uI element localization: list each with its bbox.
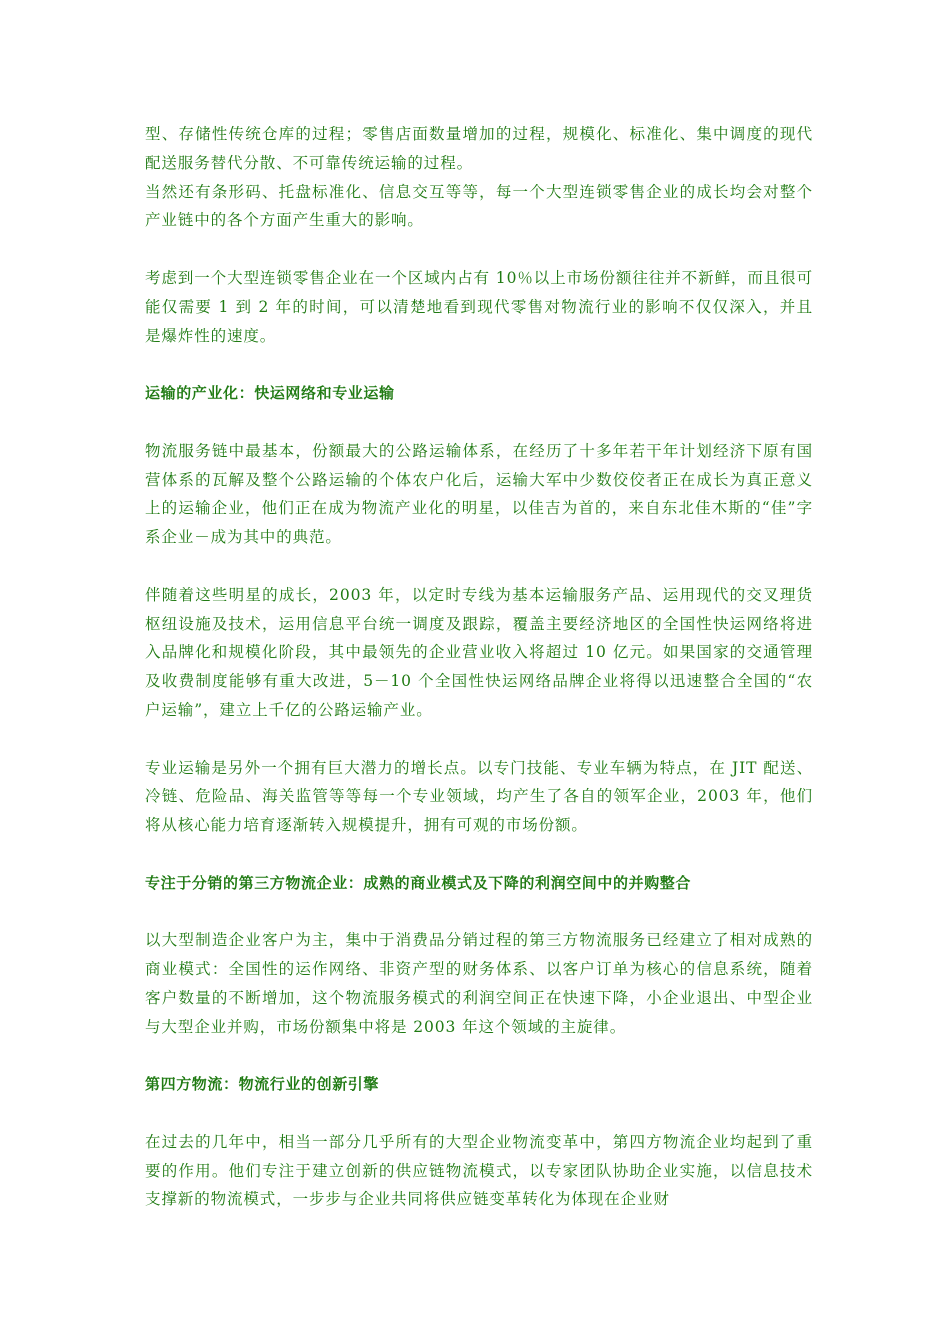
paragraph-road-transport: 物流服务链中最基本，份额最大的公路运输体系，在经历了十多年若干年计划经济下原有国营体系的瓦解及整个公路运输的个体农户化后，运输大军中少数佼佼者正在成长为真正意义上的运输企业，他们正在成为物流产业化的明星，以佳吉为首的，来自东北佳木斯的“佳”字系企业－成为其中的典范。	[145, 441, 813, 547]
paragraph-specialized-transport: 专业运输是另外一个拥有巨大潜力的增长点。以专门技能、专业车辆为特点，在 JIT 配送、冷链、危险品、海关监管等等每一个专业领域，均产生了各自的领军企业，2003 年，他们将从核心能力培育逐渐转入规模提升，拥有可观的市场份额。	[145, 758, 813, 835]
paragraph-barcode-pallet: 当然还有条形码、托盘标准化、信息交互等等，每一个大型连锁零售企业的成长均会对整个产业链中的各个方面产生重大的影响。	[145, 182, 813, 230]
document-body	[145, 120, 813, 1214]
paragraph-4pl-innovation: 在过去的几年中，相当一部分几乎所有的大型企业物流变革中，第四方物流企业均起到了重要的作用。他们专注于建立创新的供应链物流模式，以专家团队协助企业实施，以信息技术支撑新的物流模式，一步步与企业共同将供应链变革转化为体现在企业财	[145, 1132, 813, 1209]
section-heading-fourth-party-logistics: 第四方物流：物流行业的创新引擎	[145, 1075, 380, 1094]
section-heading-third-party-logistics: 专注于分销的第三方物流企业：成熟的商业模式及下降的利润空间中的并购整合	[145, 873, 692, 892]
paragraph-distribution-process: 型、存储性传统仓库的过程；零售店面数量增加的过程，规模化、标准化、集中调度的现代配送服务替代分散、不可靠传统运输的过程。	[145, 125, 813, 172]
paragraph-retail-impact: 考虑到一个大型连锁零售企业在一个区域内占有 10％以上市场份额往往并不新鲜，而且很可能仅需要 1 到 2 年的时间，可以清楚地看到现代零售对物流行业的影响不仅仅深入，并且是爆炸性的速度。	[145, 268, 813, 345]
section-heading-transport-industrialization: 运输的产业化：快运网络和专业运输	[145, 384, 395, 403]
paragraph-3pl-business-model: 以大型制造企业客户为主，集中于消费品分销过程的第三方物流服务已经建立了相对成熟的商业模式：全国性的运作网络、非资产型的财务体系、以客户订单为核心的信息系统，随着客户数量的不断增加，这个物流服务模式的利润空间正在快速下降，小企业退出、中型企业与大型企业并购，市场份额集中将是 2003 年这个领域的主旋律。	[145, 931, 813, 1036]
paragraph-express-network: 伴随着这些明星的成长，2003 年，以定时专线为基本运输服务产品、运用现代的交叉理货枢纽设施及技术，运用信息平台统一调度及跟踪，覆盖主要经济地区的全国性快运网络将进入品牌化和规模化阶段，其中最领先的企业营业收入将超过 10 亿元。如果国家的交通管理及收费制度能够有重大改进，5－10 个全国性快运网络品牌企业将得以迅速整合全国的“农户运输”，建立上千亿的公路运输产业。	[145, 585, 813, 719]
